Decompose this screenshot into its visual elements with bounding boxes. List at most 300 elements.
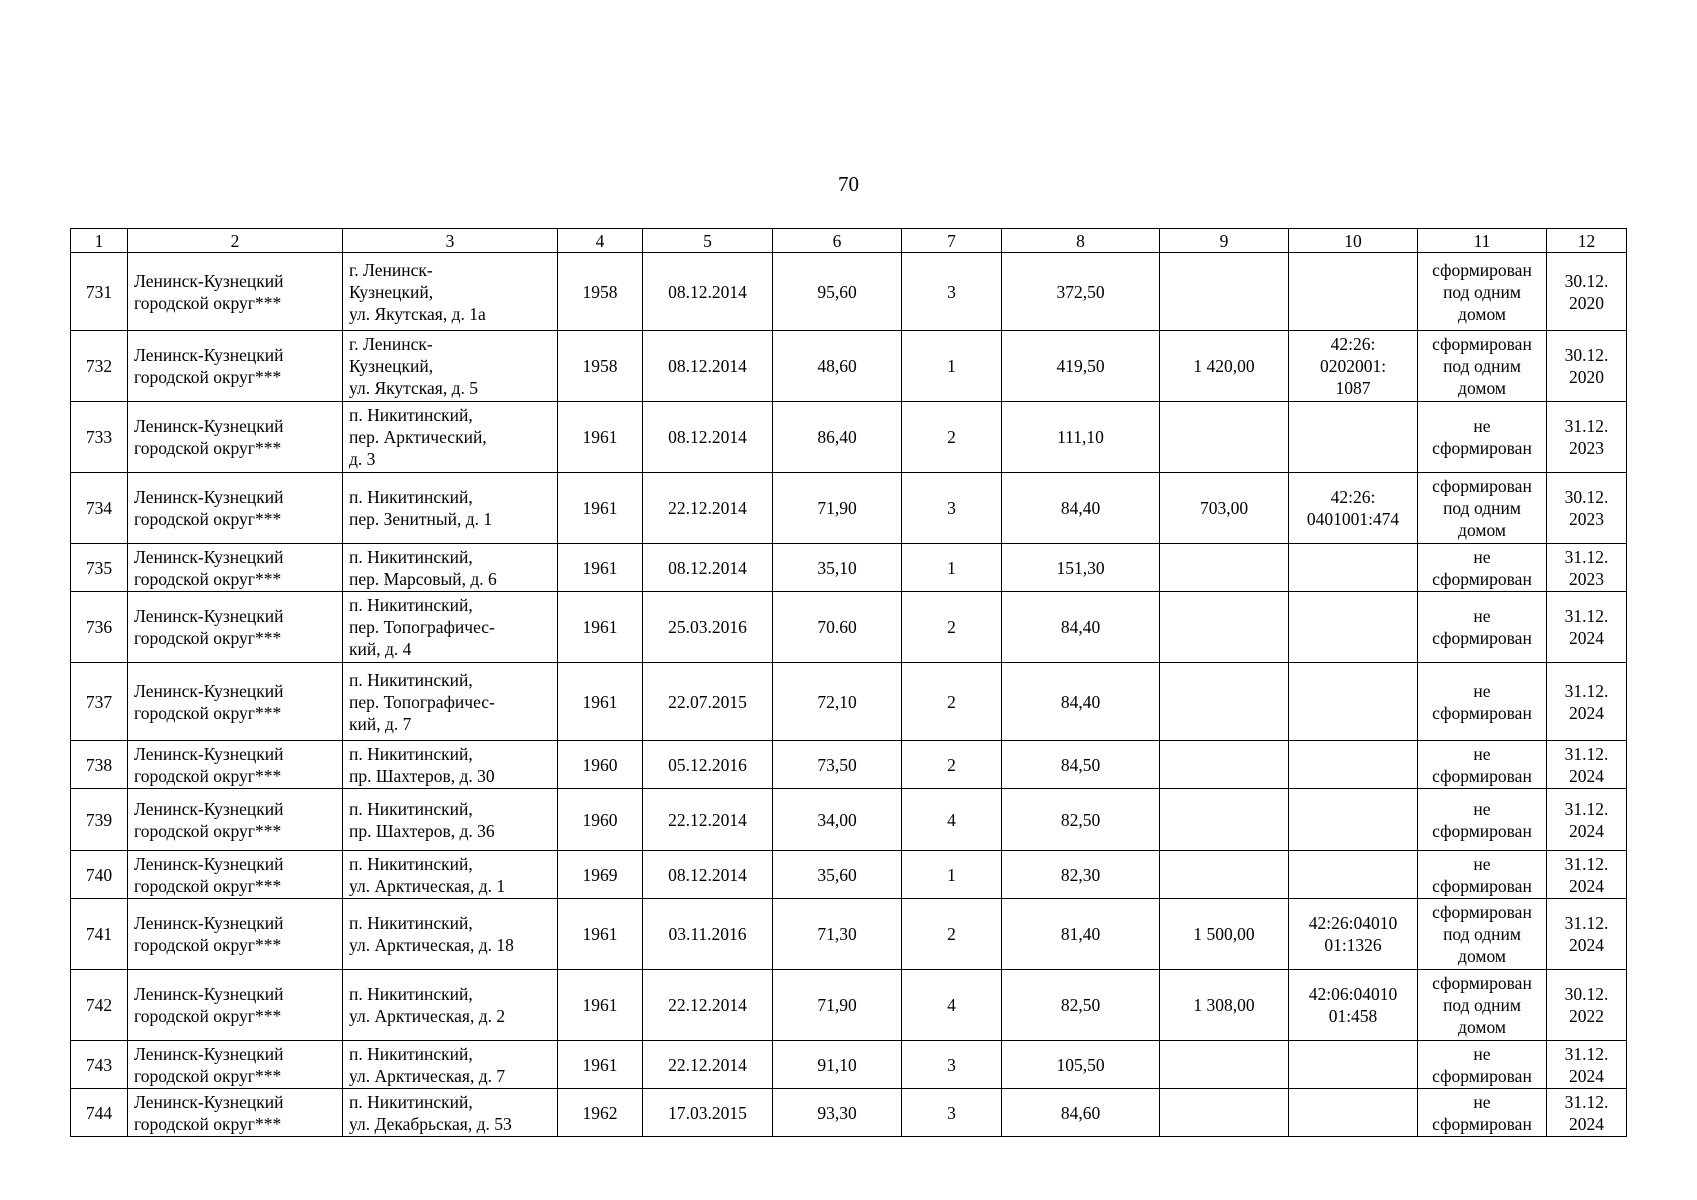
cell-number: 742 — [71, 970, 128, 1041]
column-number-row — [71, 229, 1627, 253]
cell-year: 1960 — [558, 741, 643, 789]
cell-status-line: домом — [1458, 946, 1506, 966]
cell-municipality — [128, 741, 343, 789]
cell-residents: 1 — [902, 331, 1002, 402]
column-header: 2 — [128, 229, 343, 253]
cell-municipality-line: городской округ*** — [134, 438, 282, 458]
cell-deadline-line: 31.12. — [1564, 606, 1609, 626]
column-header: 3 — [343, 229, 558, 253]
cell-address-line: пер. Арктический, — [349, 427, 487, 447]
cell-status-line: не — [1473, 680, 1491, 701]
cell-municipality-line: городской округ*** — [134, 820, 282, 841]
cell-cadastral — [1289, 402, 1418, 473]
cell-cadastral-line: 0202001: — [1319, 356, 1387, 376]
cell-land-area — [1160, 544, 1289, 592]
cell-status — [1418, 741, 1547, 789]
cell-deadline-line: 31.12. — [1564, 913, 1609, 933]
cell-deadline-line: 31.12. — [1564, 546, 1609, 567]
column-header: 9 — [1160, 229, 1289, 253]
cell-cadastral-line: 42:26:04010 — [1308, 913, 1398, 933]
cell-deadline-line: 2020 — [1569, 292, 1604, 313]
cell-deadline — [1547, 253, 1627, 331]
cell-municipality — [128, 789, 343, 851]
cell-deadline — [1547, 402, 1627, 473]
cell-address — [343, 663, 558, 741]
cell-municipality-line: городской округ*** — [134, 509, 282, 529]
cell-address-line: пр. Шахтеров, д. 30 — [349, 765, 495, 786]
cell-date: 05.12.2016 — [643, 741, 773, 789]
cell-number: 736 — [71, 592, 128, 663]
cell-deadline-line: 2023 — [1569, 438, 1604, 458]
cell-land-area — [1160, 851, 1289, 899]
cell-municipality-line: Ленинск-Кузнецкий — [134, 680, 284, 701]
cell-deadline-line: 2024 — [1569, 935, 1604, 955]
cell-residents: 4 — [902, 970, 1002, 1041]
cell-deadline — [1547, 789, 1627, 851]
cell-area: 71,30 — [773, 899, 902, 970]
cell-residents: 3 — [902, 253, 1002, 331]
cell-address-line: п. Никитинский, — [349, 546, 473, 567]
cell-address-line: ул. Арктическая, д. 1 — [349, 875, 506, 896]
cell-total-area: 84,60 — [1002, 1089, 1160, 1137]
cell-residents: 4 — [902, 789, 1002, 851]
cell-address — [343, 331, 558, 402]
table-row — [71, 544, 1627, 592]
cell-area: 71,90 — [773, 970, 902, 1041]
cell-address — [343, 1089, 558, 1137]
cell-date: 22.12.2014 — [643, 473, 773, 544]
cell-deadline — [1547, 970, 1627, 1041]
cell-year: 1958 — [558, 253, 643, 331]
cell-year: 1969 — [558, 851, 643, 899]
cell-address — [343, 402, 558, 473]
column-header: 4 — [558, 229, 643, 253]
cell-municipality-line: Ленинск-Кузнецкий — [134, 853, 284, 874]
cell-deadline-line: 31.12. — [1564, 743, 1609, 764]
cell-deadline — [1547, 851, 1627, 899]
cell-address-line: г. Ленинск- — [349, 259, 433, 280]
cell-cadastral-line: 42:26: — [1330, 334, 1376, 354]
cell-residents: 1 — [902, 851, 1002, 899]
cell-deadline-line: 30.12. — [1564, 270, 1609, 291]
cell-cadastral-line: 01:458 — [1328, 1006, 1378, 1026]
cell-number: 737 — [71, 663, 128, 741]
cell-land-area — [1160, 1089, 1289, 1137]
cell-land-area — [1160, 592, 1289, 663]
cell-number: 744 — [71, 1089, 128, 1137]
cell-address-line: п. Никитинский, — [349, 798, 473, 819]
cell-address — [343, 1041, 558, 1089]
cell-residents: 3 — [902, 1041, 1002, 1089]
cell-address-line: Кузнецкий, — [349, 281, 434, 302]
column-header: 10 — [1289, 229, 1418, 253]
cell-area: 71,90 — [773, 473, 902, 544]
cell-municipality — [128, 473, 343, 544]
cell-deadline — [1547, 544, 1627, 592]
cell-deadline-line: 2023 — [1569, 568, 1604, 589]
cell-municipality-line: Ленинск-Кузнецкий — [134, 345, 284, 365]
cell-date: 22.12.2014 — [643, 789, 773, 851]
column-header: 5 — [643, 229, 773, 253]
page-number: 70 — [838, 172, 859, 196]
cell-address-line: г. Ленинск- — [349, 334, 433, 354]
cell-municipality-line: городской округ*** — [134, 765, 282, 786]
cell-number: 739 — [71, 789, 128, 851]
cell-total-area: 82,50 — [1002, 789, 1160, 851]
cell-area: 95,60 — [773, 253, 902, 331]
cell-deadline — [1547, 741, 1627, 789]
cell-land-area: 1 308,00 — [1160, 970, 1289, 1041]
cell-address-line: п. Никитинский, — [349, 853, 473, 874]
cell-municipality-line: городской округ*** — [134, 1006, 282, 1026]
cell-deadline — [1547, 331, 1627, 402]
cell-status — [1418, 789, 1547, 851]
cell-date: 17.03.2015 — [643, 1089, 773, 1137]
cell-cadastral-line: 42:26: — [1330, 487, 1376, 507]
cell-land-area — [1160, 789, 1289, 851]
table-row — [71, 473, 1627, 544]
cell-date: 22.07.2015 — [643, 663, 773, 741]
cell-land-area: 1 500,00 — [1160, 899, 1289, 970]
cell-address-line: пер. Топографичес- — [349, 691, 495, 712]
cell-total-area: 419,50 — [1002, 331, 1160, 402]
cell-total-area: 84,40 — [1002, 663, 1160, 741]
cell-address-line: Кузнецкий, — [349, 356, 434, 376]
cell-status-line: под одним — [1443, 924, 1521, 944]
cell-status — [1418, 402, 1547, 473]
cell-municipality-line: Ленинск-Кузнецкий — [134, 606, 284, 626]
cell-address-line: ул. Арктическая, д. 7 — [349, 1065, 506, 1086]
cell-address-line: ул. Арктическая, д. 18 — [349, 935, 514, 955]
cell-municipality — [128, 970, 343, 1041]
cell-municipality — [128, 331, 343, 402]
cell-cadastral — [1289, 663, 1418, 741]
cell-address — [343, 473, 558, 544]
cell-deadline-line: 30.12. — [1564, 487, 1609, 507]
cell-status — [1418, 970, 1547, 1041]
cell-address — [343, 592, 558, 663]
cell-address-line: п. Никитинский, — [349, 669, 473, 690]
cell-total-area: 84,40 — [1002, 473, 1160, 544]
cell-status-line: сформирован — [1432, 973, 1532, 993]
cell-deadline-line: 2024 — [1569, 875, 1604, 896]
column-header: 6 — [773, 229, 902, 253]
cell-status-line: не — [1473, 1043, 1491, 1064]
column-header: 7 — [902, 229, 1002, 253]
cell-cadastral — [1289, 544, 1418, 592]
cell-address-line: ул. Арктическая, д. 2 — [349, 1006, 506, 1026]
cell-municipality-line: Ленинск-Кузнецкий — [134, 270, 284, 291]
cell-municipality-line: Ленинск-Кузнецкий — [134, 984, 284, 1004]
cell-deadline-line: 30.12. — [1564, 984, 1609, 1004]
cell-cadastral — [1289, 970, 1418, 1041]
column-header: 11 — [1418, 229, 1547, 253]
cell-address-line: кий, д. 4 — [349, 639, 412, 659]
cell-cadastral — [1289, 899, 1418, 970]
cell-area: 93,30 — [773, 1089, 902, 1137]
cell-status-line: сформирован — [1432, 438, 1532, 458]
cell-status-line: под одним — [1443, 498, 1521, 518]
cell-address-line: п. Никитинский, — [349, 1091, 473, 1112]
cell-cadastral — [1289, 473, 1418, 544]
cell-deadline-line: 31.12. — [1564, 798, 1609, 819]
cell-deadline-line: 2024 — [1569, 765, 1604, 786]
cell-municipality-line: Ленинск-Кузнецкий — [134, 743, 284, 764]
cell-status — [1418, 544, 1547, 592]
cell-area: 91,10 — [773, 1041, 902, 1089]
cell-cadastral — [1289, 851, 1418, 899]
cell-address-line: пер. Топографичес- — [349, 617, 495, 637]
cell-municipality-line: Ленинск-Кузнецкий — [134, 1091, 284, 1112]
cell-status-line: сформирован — [1432, 259, 1532, 280]
cell-status — [1418, 663, 1547, 741]
cell-number: 733 — [71, 402, 128, 473]
cell-deadline — [1547, 1041, 1627, 1089]
cell-status — [1418, 331, 1547, 402]
cell-status-line: не — [1473, 853, 1491, 874]
table-row — [71, 592, 1627, 663]
cell-address-line: пер. Зенитный, д. 1 — [349, 509, 493, 529]
cell-date: 08.12.2014 — [643, 851, 773, 899]
table-row — [71, 789, 1627, 851]
cell-year: 1961 — [558, 1041, 643, 1089]
cell-status — [1418, 253, 1547, 331]
cell-municipality — [128, 899, 343, 970]
column-header: 12 — [1547, 229, 1627, 253]
cell-land-area: 1 420,00 — [1160, 331, 1289, 402]
cell-address-line: д. 3 — [349, 449, 376, 469]
cell-municipality — [128, 544, 343, 592]
cell-residents: 2 — [902, 663, 1002, 741]
cell-area: 73,50 — [773, 741, 902, 789]
cell-status-line: не — [1473, 798, 1491, 819]
cell-total-area: 84,50 — [1002, 741, 1160, 789]
cell-residents: 3 — [902, 1089, 1002, 1137]
cell-status-line: домом — [1458, 1017, 1506, 1037]
cell-status-line: сформирован — [1432, 568, 1532, 589]
cell-residents: 2 — [902, 741, 1002, 789]
cell-deadline-line: 2024 — [1569, 702, 1604, 723]
cell-status-line: под одним — [1443, 995, 1521, 1015]
cell-municipality — [128, 1089, 343, 1137]
cell-status — [1418, 1041, 1547, 1089]
table-row — [71, 741, 1627, 789]
cell-address — [343, 741, 558, 789]
cell-land-area — [1160, 663, 1289, 741]
table-body — [71, 253, 1627, 1137]
cell-cadastral — [1289, 1089, 1418, 1137]
cell-date: 08.12.2014 — [643, 544, 773, 592]
cell-area: 70.60 — [773, 592, 902, 663]
cell-residents: 1 — [902, 544, 1002, 592]
cell-address-line: ул. Декабрьская, д. 53 — [349, 1113, 512, 1134]
cell-deadline — [1547, 592, 1627, 663]
cell-status-line: домом — [1458, 520, 1506, 540]
cell-deadline-line: 31.12. — [1564, 1091, 1609, 1112]
table-row — [71, 663, 1627, 741]
cell-cadastral-line: 42:06:04010 — [1308, 984, 1398, 1004]
cell-municipality-line: городской округ*** — [134, 935, 282, 955]
cell-status — [1418, 473, 1547, 544]
cell-number: 731 — [71, 253, 128, 331]
cell-year: 1961 — [558, 544, 643, 592]
table-row — [71, 899, 1627, 970]
cell-address-line: ул. Якутская, д. 5 — [349, 378, 478, 398]
cell-date: 22.12.2014 — [643, 970, 773, 1041]
cell-municipality — [128, 1041, 343, 1089]
cell-status-line: не — [1473, 416, 1491, 436]
cell-residents: 2 — [902, 899, 1002, 970]
cell-cadastral — [1289, 741, 1418, 789]
cell-number: 734 — [71, 473, 128, 544]
cell-municipality-line: городской округ*** — [134, 367, 282, 387]
cell-date: 03.11.2016 — [643, 899, 773, 970]
cell-deadline-line: 2020 — [1569, 367, 1604, 387]
cell-date: 25.03.2016 — [643, 592, 773, 663]
cell-municipality-line: Ленинск-Кузнецкий — [134, 416, 284, 436]
cell-status — [1418, 899, 1547, 970]
cell-deadline-line: 31.12. — [1564, 1043, 1609, 1064]
cell-year: 1961 — [558, 592, 643, 663]
cell-year: 1958 — [558, 331, 643, 402]
cell-total-area: 81,40 — [1002, 899, 1160, 970]
table-row — [71, 851, 1627, 899]
cell-status-line: сформирован — [1432, 334, 1532, 354]
cell-municipality-line: городской округ*** — [134, 1065, 282, 1086]
cell-address — [343, 544, 558, 592]
cell-deadline-line: 2024 — [1569, 1113, 1604, 1134]
cell-municipality-line: Ленинск-Кузнецкий — [134, 546, 284, 567]
cell-address-line: п. Никитинский, — [349, 984, 473, 1004]
cell-cadastral-line: 1087 — [1335, 378, 1371, 398]
cell-municipality-line: Ленинск-Кузнецкий — [134, 913, 284, 933]
cell-cadastral — [1289, 331, 1418, 402]
cell-date: 08.12.2014 — [643, 402, 773, 473]
cell-status-line: не — [1473, 743, 1491, 764]
cell-status — [1418, 1089, 1547, 1137]
cell-date: 08.12.2014 — [643, 253, 773, 331]
table-row — [71, 402, 1627, 473]
cell-address-line: п. Никитинский, — [349, 1043, 473, 1064]
cell-address — [343, 851, 558, 899]
cell-deadline-line: 31.12. — [1564, 680, 1609, 701]
cell-area: 72,10 — [773, 663, 902, 741]
cell-status-line: сформирован — [1432, 702, 1532, 723]
cell-status-line: не — [1473, 1091, 1491, 1112]
cell-number: 740 — [71, 851, 128, 899]
cell-cadastral — [1289, 253, 1418, 331]
cell-status-line: сформирован — [1432, 476, 1532, 496]
cell-address-line: п. Никитинский, — [349, 487, 473, 507]
cell-address-line: п. Никитинский, — [349, 595, 473, 615]
cell-year: 1961 — [558, 473, 643, 544]
cell-number: 743 — [71, 1041, 128, 1089]
cell-land-area: 703,00 — [1160, 473, 1289, 544]
cell-municipality-line: городской округ*** — [134, 292, 282, 313]
cell-deadline — [1547, 899, 1627, 970]
cell-status-line: сформирован — [1432, 820, 1532, 841]
cell-deadline — [1547, 1089, 1627, 1137]
cell-status-line: сформирован — [1432, 628, 1532, 648]
table-row — [71, 970, 1627, 1041]
cell-deadline — [1547, 473, 1627, 544]
cell-residents: 2 — [902, 592, 1002, 663]
column-header: 1 — [71, 229, 128, 253]
column-header: 8 — [1002, 229, 1160, 253]
cell-address-line: кий, д. 7 — [349, 713, 412, 734]
cell-date: 08.12.2014 — [643, 331, 773, 402]
cell-address — [343, 970, 558, 1041]
cell-deadline-line: 31.12. — [1564, 853, 1609, 874]
cell-number: 738 — [71, 741, 128, 789]
cell-deadline — [1547, 663, 1627, 741]
cell-total-area: 82,30 — [1002, 851, 1160, 899]
cell-municipality-line: городской округ*** — [134, 568, 282, 589]
table-row — [71, 253, 1627, 331]
cell-status-line: не — [1473, 546, 1491, 567]
cell-cadastral — [1289, 789, 1418, 851]
cell-status-line: сформирован — [1432, 902, 1532, 922]
cell-municipality-line: Ленинск-Кузнецкий — [134, 487, 284, 507]
cell-municipality — [128, 253, 343, 331]
cell-land-area — [1160, 402, 1289, 473]
cell-number: 735 — [71, 544, 128, 592]
cell-status-line: не — [1473, 606, 1491, 626]
cell-municipality-line: городской округ*** — [134, 702, 282, 723]
cell-status-line: под одним — [1443, 356, 1521, 376]
cell-land-area — [1160, 253, 1289, 331]
cell-address-line: п. Никитинский, — [349, 913, 473, 933]
cell-land-area — [1160, 1041, 1289, 1089]
cell-municipality — [128, 592, 343, 663]
cell-address — [343, 789, 558, 851]
cell-area: 86,40 — [773, 402, 902, 473]
cell-address-line: пр. Шахтеров, д. 36 — [349, 820, 495, 841]
cell-status-line: сформирован — [1432, 875, 1532, 896]
cell-status-line: домом — [1458, 303, 1506, 324]
cell-total-area: 82,50 — [1002, 970, 1160, 1041]
cell-area: 35,60 — [773, 851, 902, 899]
cell-deadline-line: 2024 — [1569, 1065, 1604, 1086]
cell-cadastral-line: 01:1326 — [1324, 935, 1382, 955]
cell-year: 1961 — [558, 663, 643, 741]
cell-total-area: 111,10 — [1002, 402, 1160, 473]
cell-number: 741 — [71, 899, 128, 970]
cell-status — [1418, 592, 1547, 663]
cell-residents: 3 — [902, 473, 1002, 544]
cell-status — [1418, 851, 1547, 899]
cell-municipality-line: Ленинск-Кузнецкий — [134, 1043, 284, 1064]
cell-total-area: 151,30 — [1002, 544, 1160, 592]
cell-address-line: п. Никитинский, — [349, 743, 473, 764]
cell-status-line: сформирован — [1432, 765, 1532, 786]
cell-municipality — [128, 402, 343, 473]
cell-address — [343, 899, 558, 970]
cell-deadline-line: 2022 — [1569, 1006, 1604, 1026]
cell-residents: 2 — [902, 402, 1002, 473]
cell-deadline-line: 30.12. — [1564, 345, 1609, 365]
cell-deadline-line: 2024 — [1569, 628, 1604, 648]
cell-address — [343, 253, 558, 331]
cell-year: 1960 — [558, 789, 643, 851]
cell-cadastral — [1289, 592, 1418, 663]
cell-number: 732 — [71, 331, 128, 402]
cell-deadline-line: 31.12. — [1564, 416, 1609, 436]
cell-cadastral-line: 0401001:474 — [1306, 509, 1400, 529]
cell-land-area — [1160, 741, 1289, 789]
cell-address-line: пер. Марсовый, д. 6 — [349, 568, 497, 589]
cell-municipality-line: Ленинск-Кузнецкий — [134, 798, 284, 819]
